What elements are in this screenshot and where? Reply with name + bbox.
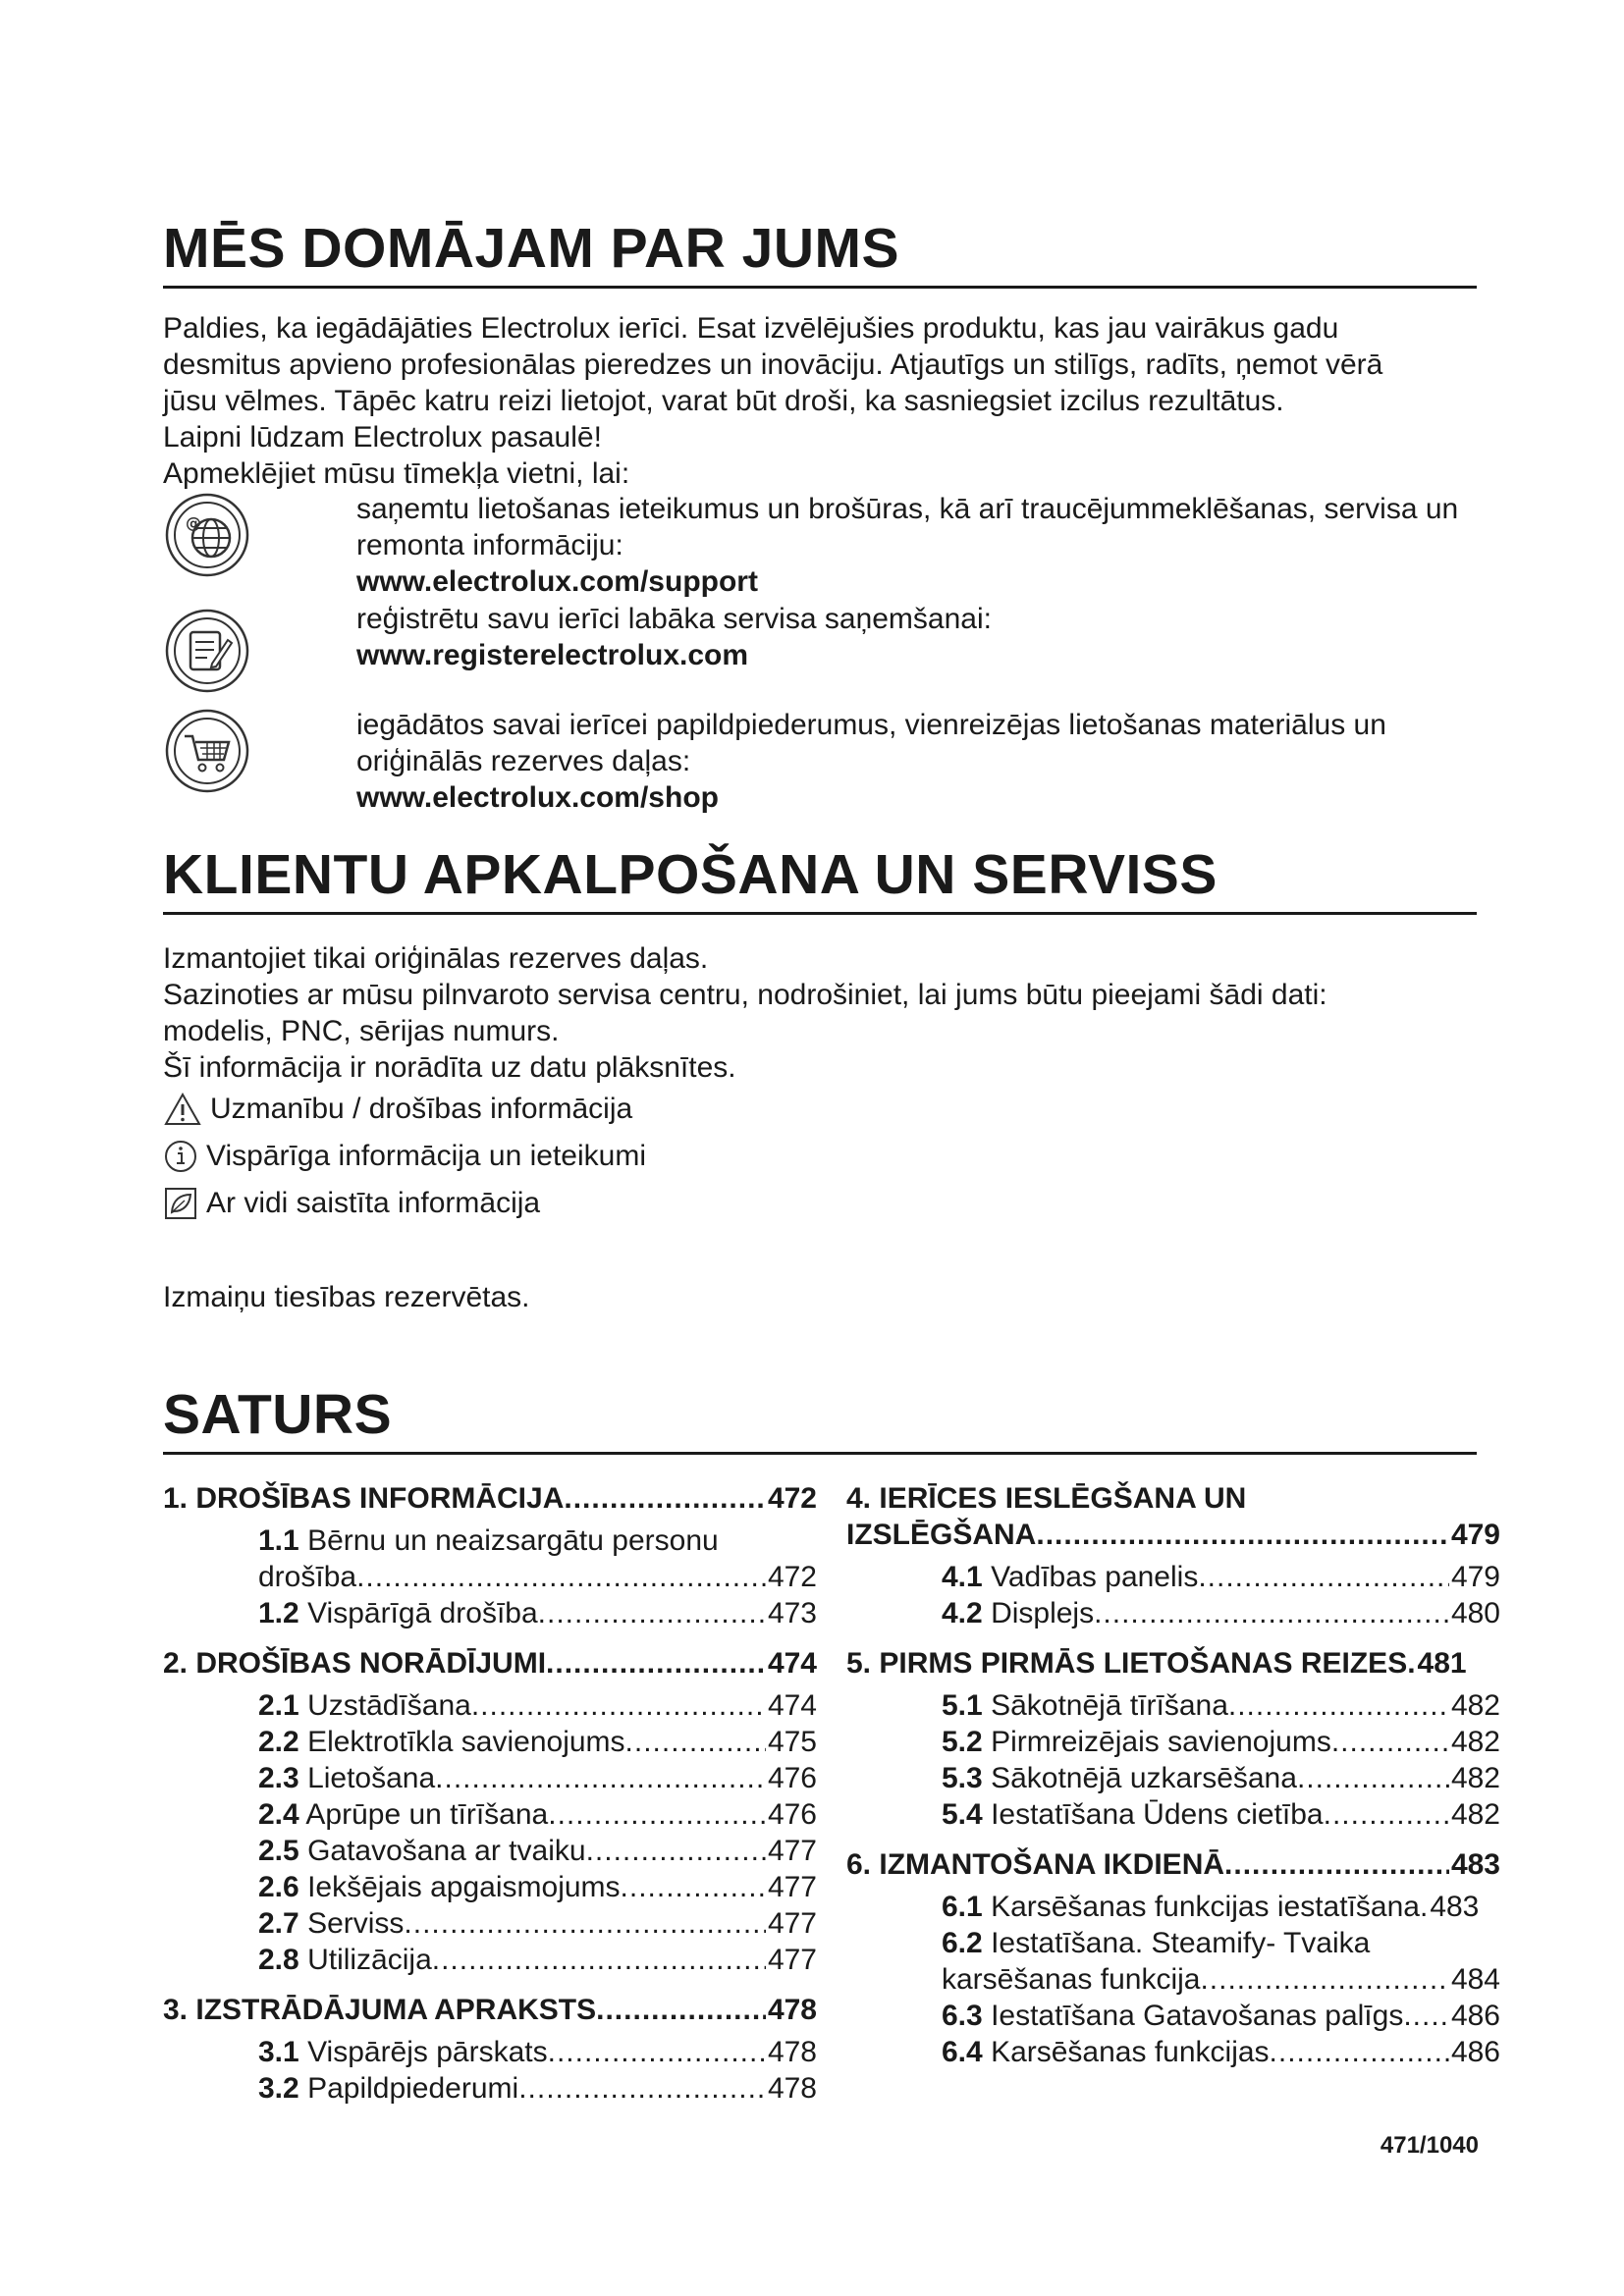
section-customer-service xyxy=(163,844,1477,1227)
link-text: iegādātos savai ierīcei papildpiederumus, vienreizējas lietošanas materiālus un xyxy=(356,709,1386,741)
toc-entry[interactable]: 6.3 Iestatīšana Gatavošanas palīgs ..... 486 xyxy=(846,1998,1500,2034)
legend-text: Uzmanību / drošības informācija xyxy=(210,1092,633,1125)
toc-chapter[interactable]: 1. DROŠĪBAS INFORMĀCIJA ..... 472 xyxy=(163,1480,817,1517)
toc-chapter[interactable]: IZSLĒGŠANA ..... 479 xyxy=(846,1517,1500,1553)
toc-entry[interactable]: 5.3 Sākotnējā uzkarsēšana ..... 482 xyxy=(846,1760,1500,1796)
toc-entry[interactable]: 2.5 Gatavošana ar tvaiku ..... 477 xyxy=(163,1833,817,1869)
section-we-think-of-you xyxy=(163,218,1477,492)
info-icon xyxy=(163,1139,198,1174)
register-icon xyxy=(163,607,251,695)
toc-entry[interactable]: 6.4 Karsēšanas funkcijas ..... 486 xyxy=(846,2034,1500,2070)
toc-column-left xyxy=(163,1480,817,2107)
intro-text xyxy=(163,310,1477,492)
warning-icon xyxy=(163,1092,202,1127)
link-text: reģistrētu savu ierīci labāka servisa saņemšanai: xyxy=(356,603,992,635)
legend-environment xyxy=(163,1180,1477,1227)
service-line: Izmantojiet tikai oriģinālas rezerves daļas. xyxy=(163,941,709,975)
service-line: Sazinoties ar mūsu pilnvaroto servisa centru, nodrošiniet, lai jums būtu pieejami šādi dati: xyxy=(163,978,1327,1011)
support-url-link[interactable]: www.electrolux.com/support xyxy=(356,565,758,598)
service-line: Šī informācija ir norādīta uz datu plāksnītes. xyxy=(163,1050,736,1084)
intro-line: Paldies, ka iegādājāties Electrolux ierīci. Esat izvēlējušies produktu, kas jau vairākus gadu xyxy=(163,311,1339,345)
toc-entry[interactable]: 5.4 Iestatīšana Ūdens cietība ..... 482 xyxy=(846,1796,1500,1833)
symbol-legend xyxy=(163,1086,1477,1227)
intro-line: Laipni lūdzam Electrolux pasaulē! xyxy=(163,420,602,454)
toc-entry[interactable]: 4.1 Vadības panelis ..... 479 xyxy=(846,1559,1500,1595)
toc-entry[interactable]: 3.2 Papildpiederumi ..... 478 xyxy=(163,2070,817,2107)
toc-entry[interactable]: karsēšanas funkcija ..... 484 xyxy=(846,1961,1500,1998)
toc-entry[interactable]: 5.1 Sākotnējā tīrīšana ..... 482 xyxy=(846,1687,1500,1724)
cart-icon xyxy=(163,707,251,795)
toc-chapter-wrap: 4. IERĪCES IESLĒGŠANA UN xyxy=(846,1482,1247,1515)
link-text: saņemtu lietošanas ieteikumus un brošūras, kā arī traucējummeklēšanas, servisa un xyxy=(356,493,1459,525)
leaf-icon xyxy=(163,1186,198,1221)
register-url-link[interactable]: www.registerelectrolux.com xyxy=(356,639,749,671)
toc-entry[interactable]: 1.2 Vispārīgā drošība ..... 473 xyxy=(163,1595,817,1631)
toc-entry[interactable]: 3.1 Vispārējs pārskats ..... 478 xyxy=(163,2034,817,2070)
title-rule xyxy=(163,912,1477,915)
toc-entry[interactable]: 2.7 Serviss ..... 477 xyxy=(163,1905,817,1942)
rights-notice: Izmaiņu tiesības rezervētas. xyxy=(163,1281,530,1313)
toc-chapter[interactable]: 5. PIRMS PIRMĀS LIETOŠANAS REIZES . 481 xyxy=(846,1647,1467,1680)
page-number: 471/1040 xyxy=(1380,2132,1479,2159)
intro-line: Apmeklējiet mūsu tīmekļa vietni, lai: xyxy=(163,456,630,490)
toc-entry[interactable]: 2.6 Iekšējais apgaismojums ..... 477 xyxy=(163,1869,817,1905)
toc-entry[interactable]: 5.2 Pirmreizējais savienojums ..... 482 xyxy=(846,1724,1500,1760)
legend-text: Vispārīga informācija un ieteikumi xyxy=(206,1139,646,1172)
toc-entry-wrap: 6.2 Iestatīšana. Steamify- Tvaika xyxy=(942,1927,1371,1959)
toc-entry[interactable]: 2.3 Lietošana ..... 476 xyxy=(163,1760,817,1796)
title-rule xyxy=(163,1452,1477,1455)
toc-entry[interactable]: 2.4 Aprūpe un tīrīšana ..... 476 xyxy=(163,1796,817,1833)
service-line: modelis, PNC, sērijas numurs. xyxy=(163,1014,560,1047)
toc-entry-wrap: 1.1 Bērnu un neaizsargātu personu xyxy=(258,1524,719,1557)
link-text: remonta informāciju: xyxy=(356,529,623,561)
section-contents xyxy=(163,1384,1477,1455)
intro-line: desmitus apvieno profesionālas pieredzes un inovāciju. Atjautīgs un stilīgs, radīts, ņemot vērā xyxy=(163,347,1383,381)
legend-text: Ar vidi saistīta informācija xyxy=(206,1186,541,1219)
toc-entry[interactable]: 2.1 Uzstādīšana ..... 474 xyxy=(163,1687,817,1724)
legend-warning xyxy=(163,1086,1477,1133)
intro-line: jūsu vēlmes. Tāpēc katru reizi lietojot, varat būt droši, ka sasniegsiet izcilus rezultātus. xyxy=(163,384,1284,417)
link-support xyxy=(163,491,1477,601)
toc-chapter[interactable]: 3. IZSTRĀDĀJUMA APRAKSTS ..... 478 xyxy=(163,1992,817,2028)
toc-chapter[interactable]: 6. IZMANTOŠANA IKDIENĀ ..... 483 xyxy=(846,1846,1500,1883)
link-register xyxy=(163,601,1477,707)
toc-entry[interactable]: 2.2 Elektrotīkla savienojums ..... 475 xyxy=(163,1724,817,1760)
website-links xyxy=(163,491,1477,817)
title-rule xyxy=(163,286,1477,289)
toc-entry[interactable]: 4.2 Displejs ..... 480 xyxy=(846,1595,1500,1631)
link-shop xyxy=(163,707,1477,817)
toc-entry[interactable]: 2.8 Utilizācija ..... 477 xyxy=(163,1942,817,1978)
svg-text:@: @ xyxy=(186,513,201,532)
toc-column-right xyxy=(846,1480,1500,2070)
section-title: MĒS DOMĀJAM PAR JUMS xyxy=(163,217,899,280)
globe-icon xyxy=(163,491,251,579)
legend-info xyxy=(163,1133,1477,1180)
service-text xyxy=(163,940,1477,1086)
link-text: oriģinālās rezerves daļas: xyxy=(356,745,691,777)
section-title: KLIENTU APKALPOŠANA UN SERVISS xyxy=(163,843,1218,906)
toc-entry[interactable]: drošība ..... 472 xyxy=(163,1559,817,1595)
toc-entry[interactable]: 6.1 Karsēšanas funkcijas iestatīšana . 483 xyxy=(942,1891,1480,1923)
section-title: SATURS xyxy=(163,1383,393,1446)
shop-url-link[interactable]: www.electrolux.com/shop xyxy=(356,781,719,814)
toc-chapter[interactable]: 2. DROŠĪBAS NORĀDĪJUMI ..... 474 xyxy=(163,1645,817,1682)
